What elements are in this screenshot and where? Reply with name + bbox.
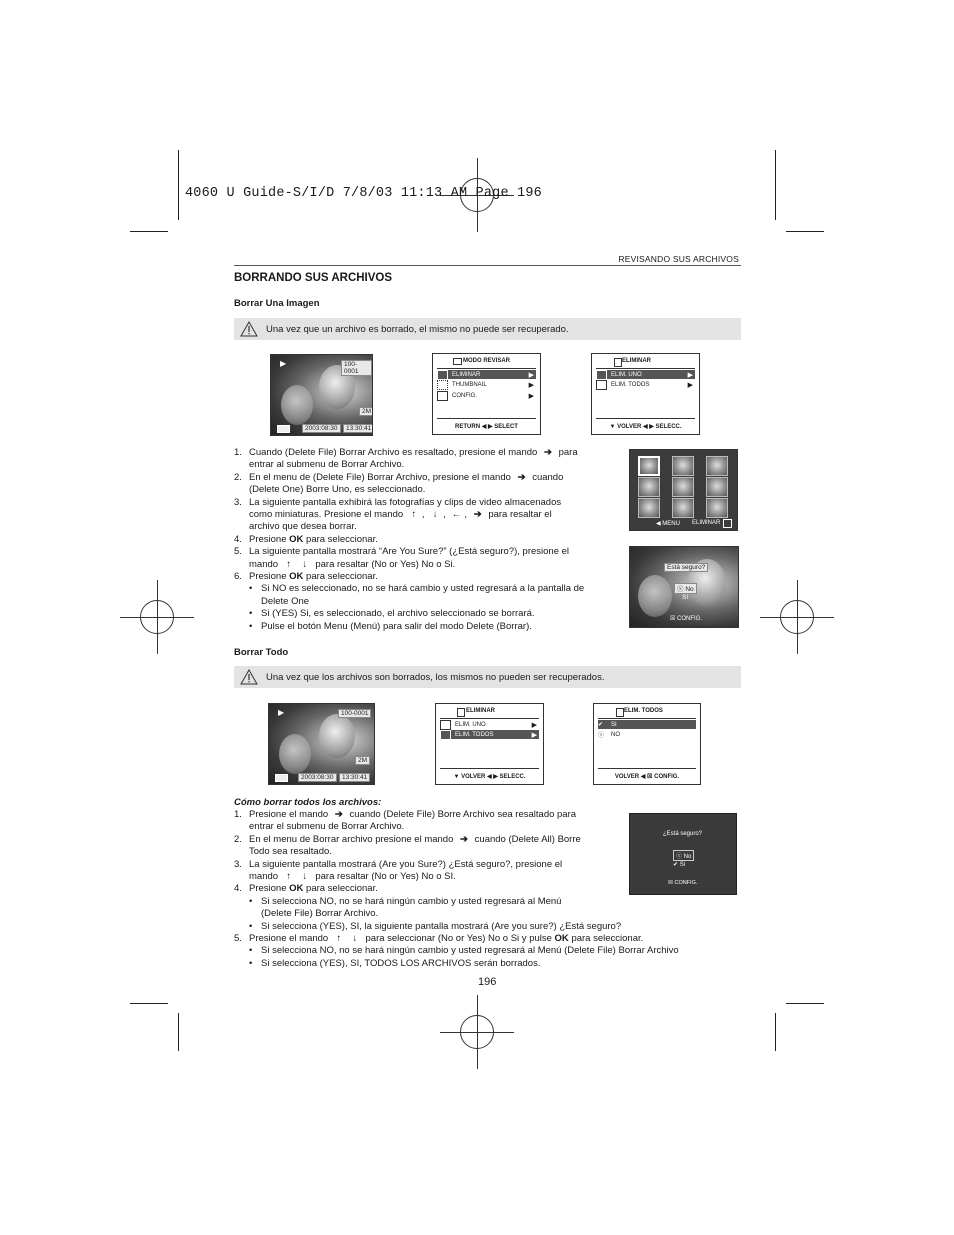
trash-all-icon <box>596 380 607 390</box>
crop-mark <box>775 1013 776 1051</box>
thumbnail[interactable] <box>706 498 728 518</box>
bullet-item: • Si selecciona (YES), SI, TODOS LOS ARCHIVOS serán borrados. <box>234 958 734 970</box>
crop-mark <box>130 1003 168 1004</box>
config-icon <box>437 391 448 401</box>
warning-box <box>234 666 741 688</box>
steps-list <box>234 447 624 633</box>
menu-item-config[interactable]: CONFIG. ▶ <box>437 391 536 400</box>
warning-box <box>234 318 741 340</box>
battery-icon <box>277 425 290 433</box>
thumbnail-grid-screen <box>629 449 738 531</box>
arrow-down-icon: ↓ <box>432 509 438 521</box>
list-item: 3. La siguiente pantalla mostrará (Are you Sure?) ¿Está seguro?, presione el mando ↑ ↓ para resaltar (No or Yes) No o SI. <box>234 858 563 883</box>
registration-mark <box>120 580 194 654</box>
confirm-question: Está seguro? <box>664 563 708 572</box>
trash-all-icon <box>440 730 451 740</box>
crop-mark <box>130 231 168 232</box>
trash-icon <box>437 370 448 380</box>
play-icon: ▶ <box>278 708 285 717</box>
thumbnail[interactable] <box>672 456 694 476</box>
arrow-right-icon: ➔ <box>473 509 482 521</box>
thumbnail[interactable] <box>672 498 694 518</box>
arrow-right-icon: ➔ <box>543 447 552 458</box>
thumbnail[interactable] <box>638 498 660 518</box>
print-slug: 4060 U Guide-S/I/D 7/8/03 11:13 AM Page 196 <box>185 186 542 201</box>
option-no[interactable]: ⓧ NO <box>598 731 620 739</box>
photo-time: 13:30:41 <box>343 424 373 433</box>
image-counter: 2M <box>359 407 373 416</box>
crop-mark <box>786 1003 824 1004</box>
play-icon: ▶ <box>280 359 287 368</box>
crop-mark <box>786 231 824 232</box>
arrow-left-icon: ← <box>451 509 462 521</box>
warning-text: Una vez que los archivos son borrados, los mismos no pueden ser recuperados. <box>266 671 605 683</box>
section-heading: Borrar Una Imagen <box>234 298 320 309</box>
registration-mark <box>440 995 514 1069</box>
camera-menu-delete-all: ELIM. TODOS ✔ SI ⓧ NO VOLVER ◀ ☒ CONFIG. <box>593 703 701 785</box>
bullet-item: • Si (YES) Si, es seleccionado, el archivo seleccionado se borrará. <box>234 608 624 620</box>
header-rule <box>234 265 741 266</box>
file-number: 100-0001 <box>341 360 372 376</box>
arrow-up-icon: ↑ <box>411 509 417 521</box>
bullet-item: • Si NO es seleccionado, no se hará cambio y usted regresará a la pantalla de Delete One <box>234 583 624 608</box>
menu-item-eliminar[interactable]: ELIMINAR ▶ <box>437 370 536 379</box>
confirm-question: ¿Está seguro? <box>663 831 703 837</box>
page-title: BORRANDO SUS ARCHIVOS <box>234 272 393 284</box>
camera-menu-review: MODO REVISAR ELIMINAR ▶ THUMBNAIL ▶ CONFIG. ▶ RETURN ◀ ▶ SELECT <box>432 353 541 435</box>
warning-icon <box>240 321 258 337</box>
bullet-item: • Si selecciona NO, no se hará ningún cambio y usted regresará al Menú (Delete File) Borrar Archivo <box>234 945 734 957</box>
option-yes[interactable]: ✔ Si <box>673 862 686 868</box>
warning-text: Una vez que un archivo es borrado, el mismo no puede ser recuperado. <box>266 323 569 335</box>
list-item: 3. La siguiente pantalla exhibirá las fotografías y clips de video almacenados como miniaturas. Presione el mando ↑ , ↓ , ← , ➔ para resaltar el archivo que desea borrar. <box>234 496 562 533</box>
bullet-item: • Pulse el botón Menu (Menú) para salir del modo Delete (Borrar). <box>234 621 624 633</box>
image-counter: 2M <box>355 756 370 765</box>
camera-menu-delete: ELIMINAR ELIM. UNO ▶ ELIM. TODOS ▶ ▼ VOLVER ◀ ▶ SELECC. <box>435 703 544 785</box>
list-item: 1. Cuando (Delete File) Borrar Archivo es resaltado, presione el mando ➔ para entrar al submenu de Borrar Archivo. <box>234 447 578 471</box>
arrow-up-icon: ↑ <box>286 871 292 883</box>
thumbnail[interactable] <box>706 456 728 476</box>
battery-icon <box>275 774 288 782</box>
arrow-up-icon: ↑ <box>336 933 342 945</box>
thumbnail[interactable] <box>638 477 660 497</box>
menu-item-elim-uno[interactable]: ELIM. UNO ▶ <box>440 720 539 729</box>
subheading: Cómo borrar todos los archivos: <box>234 797 382 808</box>
photo-date: 2003:08:30 <box>302 424 341 433</box>
arrow-up-icon: ↑ <box>286 558 292 570</box>
list-item: 2. En el menu de Borrar archivo presione el mando ➔ cuando (Delete All) Borre Todo sea resaltado. <box>234 833 581 858</box>
arrow-right-icon: ➔ <box>460 833 468 845</box>
section-heading: Borrar Todo <box>234 647 289 658</box>
thumbnail-icon <box>437 380 448 390</box>
thumbnail[interactable] <box>638 456 660 476</box>
list-item: 6. Presione OK para seleccionar. <box>234 571 378 583</box>
registration-mark <box>760 580 834 654</box>
list-item: 2. En el menu de (Delete File) Borrar Archivo, presione el mando ➔ cuando (Delete One) Borre Uno, es seleccionado. <box>234 471 564 496</box>
option-si[interactable]: ✔ SI <box>598 720 696 729</box>
arrow-right-icon: ➔ <box>517 471 526 483</box>
trash-one-icon <box>440 720 451 730</box>
bullet-item: • Si selecciona (YES), SI, la siguiente pantalla mostrará (Are you sure?) ¿Está seguro? <box>234 921 734 933</box>
crop-mark <box>178 150 179 220</box>
list-item: 5. La siguiente pantalla mostrará “Are You Sure?” (¿Está seguro?), presione el mando ↑ ↓ para resaltar (No or Yes) No o Si. <box>234 546 570 570</box>
camera-photo-screen <box>268 703 375 785</box>
menu-item-elim-uno[interactable]: ELIM. UNO ▶ <box>596 370 695 379</box>
page-number: 196 <box>478 976 497 988</box>
grid-menu-label: ◀ MENU <box>656 521 680 527</box>
camera-menu-delete: ELIMINAR ELIM. UNO ▶ ELIM. TODOS ▶ ▼ VOLVER ◀ ▶ SELECC. <box>591 353 700 435</box>
arrow-down-icon: ↓ <box>352 933 358 945</box>
arrow-down-icon: ↓ <box>302 871 308 883</box>
file-number: 100-0001 <box>338 709 371 718</box>
grid-delete-label: ELIMINAR <box>692 520 721 526</box>
thumbnail[interactable] <box>672 477 694 497</box>
warning-icon <box>240 669 258 685</box>
menu-item-elim-todos[interactable]: ELIM. TODOS ▶ <box>596 380 695 389</box>
menu-item-elim-todos[interactable]: ELIM. TODOS ▶ <box>440 730 539 739</box>
config-label: ☒ CONFIG. <box>670 616 703 622</box>
camera-photo-screen <box>270 354 373 436</box>
thumbnail[interactable] <box>706 477 728 497</box>
confirm-delete-screen <box>629 546 739 628</box>
list-item: 1. Presione el mando ➔ cuando (Delete File) Borre Archivo sea resaltado para entrar el submenu de Borrar Archivo. <box>234 809 577 833</box>
running-head: REVISANDO SUS ARCHIVOS <box>618 254 739 264</box>
list-item: 4. Presione OK para seleccionar. <box>234 533 378 545</box>
photo-time: 13:30:41 <box>339 773 370 782</box>
check-icon: ✔ <box>598 722 604 728</box>
config-label: ☒ CONFIG. <box>668 880 698 886</box>
option-no[interactable]: ⓧ No <box>674 583 697 594</box>
bullet-item: • Si selecciona NO, no se hará ningún cambio y usted regresará al Menú (Delete File) Borrar Archivo. <box>234 896 734 921</box>
photo-date: 2003:08:30 <box>298 773 337 782</box>
trash-one-icon <box>596 370 607 380</box>
option-yes[interactable]: Sí <box>682 594 689 601</box>
crop-mark <box>178 1013 179 1051</box>
option-no[interactable]: ⓧ No <box>673 850 694 861</box>
cancel-icon: ⓧ <box>598 733 605 739</box>
menu-item-thumbnail[interactable]: THUMBNAIL ▶ <box>437 380 536 389</box>
arrow-down-icon: ↓ <box>302 558 308 570</box>
ok-icon <box>723 519 732 528</box>
list-item: 5. Presione el mando ↑ ↓ para seleccionar (No or Yes) No o Si y pulse OK para seleccionar. <box>234 933 644 945</box>
list-item: 4. Presione OK para seleccionar. <box>234 883 378 895</box>
arrow-right-icon: ➔ <box>334 809 343 820</box>
confirm-delete-all-screen <box>629 813 737 895</box>
crop-mark <box>775 150 776 220</box>
